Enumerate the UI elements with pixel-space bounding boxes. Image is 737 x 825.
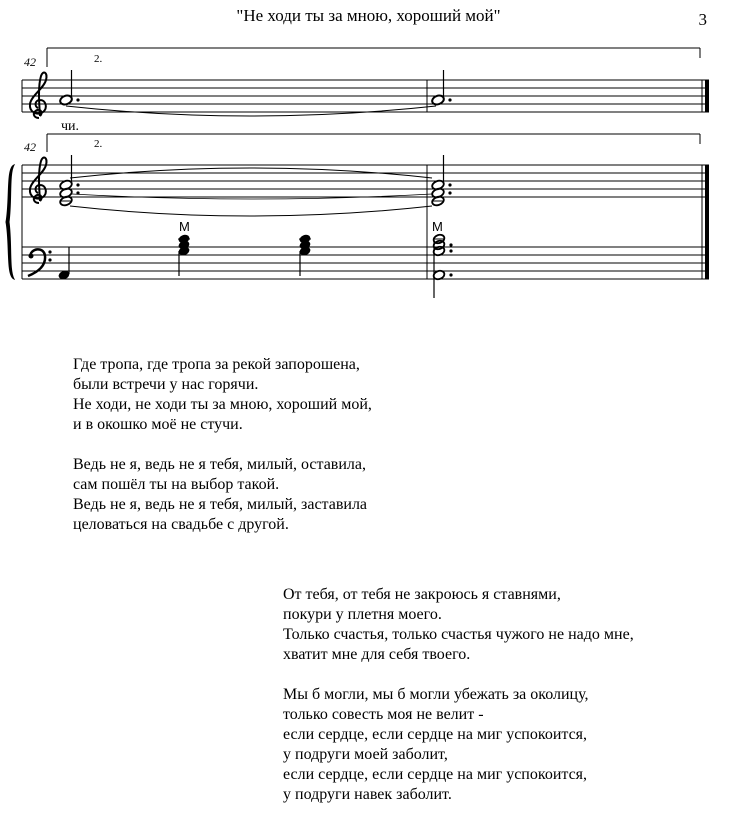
lyric-line: Ведь не я, ведь не я тебя, милый, заставила	[73, 496, 368, 513]
lyric-line: Не ходи, не ходи ты за мною, хороший мой,	[73, 396, 372, 413]
volta-bracket-piano	[47, 134, 700, 152]
page-number: 3	[698, 10, 707, 29]
stanza	[283, 685, 634, 805]
treble-tie-bottom	[70, 206, 432, 216]
lyric-line: Где тропа, где тропа за рекой запорошена,	[73, 356, 360, 373]
lyric-line: От тебя, от тебя не закроюсь я ставнями,	[283, 586, 561, 603]
lyric-line: Мы б могли, мы б могли убежать за околицу,	[283, 686, 589, 703]
brace-icon	[6, 165, 14, 279]
page-title: "Не ходи ты за мною, хороший мой"	[236, 6, 501, 25]
bass-note-quarter	[57, 247, 70, 281]
lyric-line: были встречи у нас горячи.	[73, 376, 259, 393]
music-score	[0, 0, 737, 310]
bass-chord-3	[432, 233, 452, 256]
lyric-line: если сердце, если сердце на миг успокоится,	[283, 766, 588, 783]
piano-treble-staff	[22, 165, 709, 197]
lyric-line: хватит мне для себя твоего.	[283, 646, 471, 663]
lyric-syllable: чи.	[61, 119, 80, 134]
lyric-line: покури у плетня моего.	[283, 606, 442, 623]
treble-clef-icon	[30, 158, 47, 203]
lyric-line: Ведь не я, ведь не я тебя, милый, оставила,	[73, 456, 367, 473]
volta-label: 2.	[94, 53, 103, 65]
lyric-line: Только счастья, только счастья чужого не надо мне,	[283, 626, 634, 643]
lyric-line: только совесть моя не велит -	[283, 706, 484, 723]
voice-tie	[66, 106, 436, 116]
lyric-line: целоваться на свадьбе с другой.	[73, 516, 289, 533]
stanza	[73, 355, 372, 435]
measure-number: 42	[24, 55, 36, 69]
measure-number: 42	[24, 140, 36, 154]
lyric-line: сам пошёл ты на выбор такой.	[73, 476, 280, 493]
lyric-line: у подруги моей заболит,	[283, 746, 448, 763]
lyric-line: если сердце, если сердце на миг успокоится,	[283, 726, 588, 743]
lyrics-column-right	[283, 585, 634, 825]
treble-clef-icon	[30, 73, 47, 118]
piano-bass-staff	[22, 247, 709, 279]
chord-symbol: М	[432, 219, 443, 234]
chord-symbol: М	[179, 219, 190, 234]
lyric-line: и в окошко моё не стучи.	[73, 416, 243, 433]
stanza	[73, 455, 372, 535]
voice-staff	[22, 80, 709, 112]
lyric-line: у подруги навек заболит.	[283, 786, 452, 803]
lyrics-column-left	[73, 355, 372, 555]
volta-label: 2.	[94, 138, 103, 150]
stanza	[283, 585, 634, 665]
volta-bracket-voice	[47, 48, 700, 67]
